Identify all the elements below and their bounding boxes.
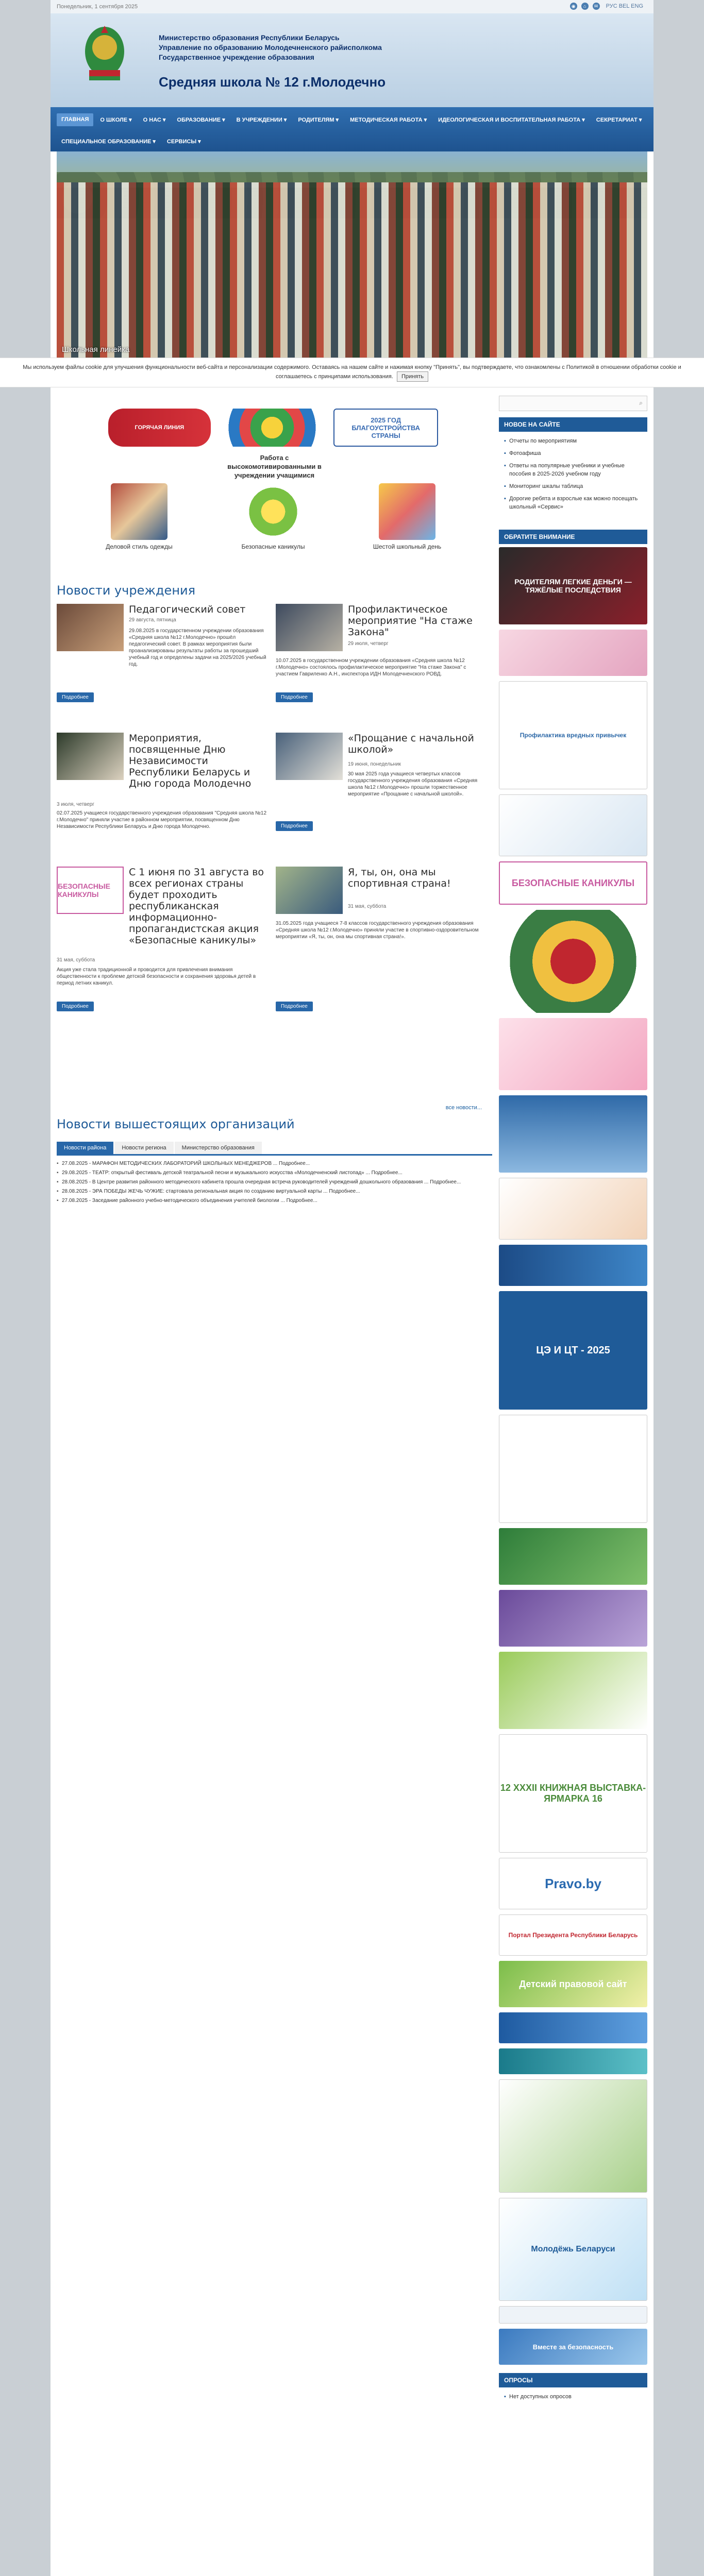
search-icon[interactable]: ⌕ [639, 399, 643, 406]
list-item[interactable]: ▪ 28.08.2025 - ЭРА ПОБЕДЫ ЖЕЧЬ ЧУЖИЕ: стартовала региональная акция по созданию виртуальной карты ... Подробнее... [57, 1187, 492, 1196]
list-item[interactable]: ▪ 29.08.2025 - ТЕАТР: открытый фестиваль детской театральной песни и музыкального искусства «Молодечненский листопад» ... Подробнее... [57, 1168, 492, 1178]
round-logo-banner[interactable] [221, 409, 324, 447]
news-excerpt: 30 мая 2025 года учащиеся четвертых классов государственного учреждения образования «Средняя школа №12 г.Молодечно» прошли торжественное мероприятие «Прощание с начальной школой». [348, 771, 478, 797]
news-title[interactable]: Я, ты, он, она мы спортивная страна! [348, 867, 451, 889]
menu-item-services[interactable]: СЕРВИСЫ ▾ [166, 139, 201, 145]
banner-pink[interactable] [499, 630, 647, 676]
sidebar-link[interactable]: ▪ Фотоафиша [504, 447, 642, 460]
menu-item-parents[interactable]: РОДИТЕЛЯМ ▾ [298, 117, 339, 123]
link-line: учреждении учащимися [234, 471, 315, 479]
news-card [57, 604, 268, 707]
eye-icon[interactable]: ◉ [570, 3, 577, 10]
banner-hotline-numbers[interactable] [499, 1095, 647, 1173]
state-emblem-icon [81, 21, 128, 88]
news-card [276, 733, 487, 846]
list-item[interactable]: ▪ 28.08.2025 - В Центре развития районного методического кабинета прошла очередная встреча руководителей учреждений дошкольного образования ... Подробнее... [57, 1178, 492, 1187]
read-more-button[interactable]: Подробнее [57, 692, 94, 702]
cookie-text: Мы используем файлы cookie для улучшения функциональности веб-сайта и персонализации содержимого. Оставаясь на нашем сайте и нажимая кнопку "Принять", вы подтверждаете, что ознакомлены с Политикой в отношении обработки cookie и соглашаетесь с принципами использования. [23, 364, 681, 380]
banner-instructions[interactable] [499, 1415, 647, 1523]
news-date: 3 июля, четверг [57, 802, 95, 807]
tab-region-news[interactable]: Новости региона [114, 1142, 173, 1154]
menu-item-secretariat[interactable]: СЕКРЕТАРИАТ ▾ [596, 117, 642, 123]
news-date: 31 мая, суббота [57, 957, 95, 963]
news-date: 29 августа, пятница [129, 617, 176, 623]
news-heading: Новости учреждения [57, 583, 196, 598]
banner-president-portal[interactable]: Портал Президента Республики Беларусь [499, 1914, 647, 1956]
cookie-notice [0, 358, 704, 387]
hero-slider[interactable] [57, 151, 647, 358]
header-line: Управление по образованию Молодечненского райисполкома [159, 43, 382, 52]
news-thumbnail[interactable] [276, 867, 343, 914]
header-organization-lines [159, 33, 382, 62]
banner-hands[interactable] [499, 1178, 647, 1240]
home-icon[interactable]: ⌂ [581, 3, 589, 10]
banner-bad-habits[interactable]: Профилактика вредных привычек [499, 681, 647, 789]
read-more-button[interactable]: Подробнее [276, 692, 313, 702]
news-thumbnail[interactable] [276, 604, 343, 651]
menu-item-institution[interactable]: В УЧРЕЖДЕНИИ ▾ [236, 117, 287, 123]
banner-family[interactable] [499, 1018, 647, 1090]
menu-item-home[interactable]: ГЛАВНАЯ [57, 113, 93, 126]
polls-content [499, 2387, 647, 2406]
feature-tiles [93, 483, 454, 550]
search-input[interactable] [499, 396, 647, 411]
news-excerpt: Акция уже стала традиционной и проводится для привлечения внимания общественности к проблеме детской безопасности и сохранения здоровья детей в период летних каникул. [57, 967, 256, 986]
tile-caption: Шестой школьный день [373, 543, 442, 550]
tab-ministry-news[interactable]: Министерство образования [175, 1142, 262, 1154]
polls-box [499, 2373, 647, 2406]
news-thumbnail[interactable] [57, 604, 124, 651]
top-banners [108, 402, 438, 453]
banner-book-fair[interactable]: 12 XXXII КНИЖНАЯ ВЫСТАВКА-ЯРМАРКА 16 [499, 1734, 647, 1853]
news-card [57, 733, 268, 846]
sidebar-link[interactable]: ▪ Отчеты по мероприятиям [504, 435, 642, 447]
year-of-improvement-banner[interactable]: 2025 ГОД БЛАГОУСТРОЙСТВА СТРАНЫ [333, 409, 438, 447]
tile-image [245, 483, 301, 540]
tile-safe-holidays[interactable] [227, 483, 320, 550]
tile-sixth-school-day[interactable] [361, 483, 454, 550]
news-thumbnail[interactable] [57, 733, 124, 780]
accept-cookies-button[interactable]: Принять [397, 371, 428, 382]
banner-teal-strip[interactable] [499, 2048, 647, 2074]
banner-together-for-safety[interactable]: Вместе за безопасность [499, 2329, 647, 2365]
sidebar-heading: ОБРАТИТЕ ВНИМАНИЕ [499, 530, 647, 544]
news-section [57, 583, 492, 1009]
hero-photo-crowd [57, 182, 647, 358]
banner-ce-ct-2025[interactable]: ЦЭ И ЦТ - 2025 [499, 1291, 647, 1410]
top-bar [51, 0, 653, 13]
news-title[interactable]: Профилактическое мероприятие "На стаже Закона" [348, 604, 473, 638]
main-menu [51, 107, 653, 151]
banner-purple-info[interactable] [499, 1590, 647, 1647]
tile-image [379, 483, 435, 540]
banner-parents-easy-money[interactable]: РОДИТЕЛЯМ ЛЕГКИЕ ДЕНЬГИ — ТЯЖЁЛЫЕ ПОСЛЕДСТВИЯ [499, 547, 647, 624]
news-title[interactable]: С 1 июня по 31 августа во всех регионах страны будет проходить республиканская информационно-пропагандистская акция «Безопасные каникулы» [129, 867, 264, 946]
tile-image [111, 483, 167, 540]
read-more-button[interactable]: Подробнее [276, 1002, 313, 1011]
news-date: 29 июля, четверг [348, 641, 389, 647]
news-title[interactable]: Мероприятия, посвященные Дню Независимости Республики Беларусь и Дню города Молодечно [129, 733, 252, 789]
banner-green-ecology[interactable] [499, 2079, 647, 2193]
site-title: Средняя школа № 12 г.Молодечно [159, 74, 386, 90]
higher-news-list [57, 1159, 492, 1206]
banner-youth-belarus[interactable]: Молодёжь Беларуси [499, 2198, 647, 2301]
news-thumbnail[interactable]: БЕЗОПАСНЫЕ КАНИКУЛЫ [57, 867, 124, 914]
sidebar-heading: ОПРОСЫ [499, 2373, 647, 2387]
banner-blue-strip[interactable] [499, 2012, 647, 2043]
menu-item-us[interactable]: О НАС ▾ [143, 117, 166, 123]
menu-item-education[interactable]: ОБРАЗОВАНИЕ ▾ [177, 117, 225, 123]
news-title[interactable]: Педагогический совет [129, 604, 246, 615]
banner-children-legal-site[interactable]: Детский правовой сайт [499, 1961, 647, 2007]
banner-green-game[interactable] [499, 1652, 647, 1729]
all-news-link[interactable]: все новости... [445, 1105, 482, 1111]
current-date: Понедельник, 1 сентября 2025 [57, 4, 138, 10]
news-thumbnail[interactable] [276, 733, 343, 780]
news-excerpt: 02.07.2025 учащиеся государственного учреждения образования "Средняя школа №12 г.Молодечно" приняли участие в районном мероприятии, посвященном Дню Независимости Республики Беларусь и Дню города Молодечно. [57, 810, 267, 829]
news-title[interactable]: «Прощание с начальной школой» [348, 733, 474, 755]
site-header [51, 13, 653, 107]
news-excerpt: 29.08.2025 в государственном учреждении образования «Средняя школа №12 г.Молодечно» прошёл педагогический совет. В рамках мероприятия были проанализированы результаты работы за прошедший учебный год и определены задачи на 2025/2026 учебный год. [129, 628, 266, 667]
banner-safe-holidays[interactable]: БЕЗОПАСНЫЕ КАНИКУЛЫ [499, 861, 647, 905]
higher-news-heading: Новости вышестоящих организаций [57, 1117, 295, 1131]
news-date: 31 мая, суббота [348, 904, 387, 909]
header-line: Государственное учреждение образования [159, 53, 314, 61]
sidebar-link[interactable]: ▪ Мониторинг шкалы таблица [504, 480, 642, 493]
list-item[interactable]: ▪ 27.08.2025 - МАРАФОН МЕТОДИЧЕСКИХ ЛАБОРАТОРИЙ ШКОЛЬНЫХ МЕНЕДЖЕРОВ ... Подробнее... [57, 1159, 492, 1168]
sidebar-link[interactable]: ▪ Ответы на популярные учебники и учебные пособия в 2025-2026 учебном году [504, 460, 642, 480]
banner-pale-strip[interactable] [499, 2306, 647, 2324]
news-excerpt: 10.07.2025 в государственном учреждении образования «Средняя школа №12 г.Молодечно» состоялось профилактическое мероприятие "На стаже Закона" с участием Гавриленко А.Н., инспектора ИДН Молодечненского РОВД. [276, 658, 466, 677]
news-card [57, 867, 268, 1021]
sidebar-heading: НОВОЕ НА САЙТЕ [499, 417, 647, 432]
hotline-banner[interactable]: ГОРЯЧАЯ ЛИНИЯ [108, 409, 211, 447]
attention-box [499, 530, 647, 544]
menu-item-about[interactable]: О ШКОЛЕ ▾ [100, 117, 132, 123]
new-links [499, 432, 647, 516]
menu-item-ideology[interactable]: ИДЕОЛОГИЧЕСКАЯ И ВОСПИТАТЕЛЬНАЯ РАБОТА ▾ [438, 117, 585, 123]
tile-caption: Деловой стиль одежды [106, 543, 173, 550]
tile-dress-code[interactable] [93, 483, 186, 550]
gifted-students-link[interactable] [57, 453, 492, 480]
news-card [276, 604, 487, 707]
language-switcher[interactable]: РУС BEL ENG [606, 3, 643, 9]
read-more-button[interactable]: Подробнее [57, 1002, 94, 1011]
sidebar-link[interactable]: ▪ Дорогие ребята и взрослые как можно посещать школьный «Сервис» [504, 493, 642, 513]
tile-caption: Безопасные каникулы [241, 543, 305, 550]
menu-item-methodical[interactable]: МЕТОДИЧЕСКАЯ РАБОТА ▾ [350, 117, 427, 123]
top-tools [570, 3, 643, 10]
polls-empty-text: ▪ Нет доступных опросов [504, 2391, 642, 2403]
news-date: 19 июня, понедельник [348, 761, 401, 767]
higher-news-tabs [57, 1142, 492, 1156]
header-line: Министерство образования Республики Беларусь [159, 33, 340, 42]
menu-row-secondary [57, 135, 206, 148]
banner-pravo-by[interactable]: Pravo.by [499, 1858, 647, 1909]
menu-row-primary [57, 113, 646, 126]
banner-memory[interactable] [499, 910, 647, 1013]
news-excerpt: 31.05.2025 года учащиеся 7-8 классов государственного учреждения образования «Средняя школа №12 г.Молодечно» приняли участие в спортивно-оздоровительном мероприятии «Я, ты, он, она мы спортивная страна!». [276, 921, 479, 940]
mail-icon[interactable]: ✉ [593, 3, 600, 10]
list-item[interactable]: ▪ 27.08.2025 - Заседание районного учебно-методического объединения учителей биологии ... Подробнее... [57, 1196, 492, 1206]
read-more-button[interactable]: Подробнее [276, 821, 313, 831]
link-line: Работа с [260, 454, 289, 462]
tab-district-news[interactable]: Новости района [57, 1142, 113, 1154]
banner-dates[interactable] [499, 1245, 647, 1286]
higher-organizations-news [57, 1117, 492, 1204]
new-on-site [499, 417, 647, 516]
banner-information[interactable] [499, 794, 647, 856]
menu-item-special-education[interactable]: СПЕЦИАЛЬНОЕ ОБРАЗОВАНИЕ ▾ [61, 139, 156, 145]
hero-caption: Школьная линейка [62, 345, 130, 354]
news-card [276, 867, 487, 1021]
banner-green-info[interactable] [499, 1528, 647, 1585]
link-line: высокомотивированными в [227, 463, 322, 470]
